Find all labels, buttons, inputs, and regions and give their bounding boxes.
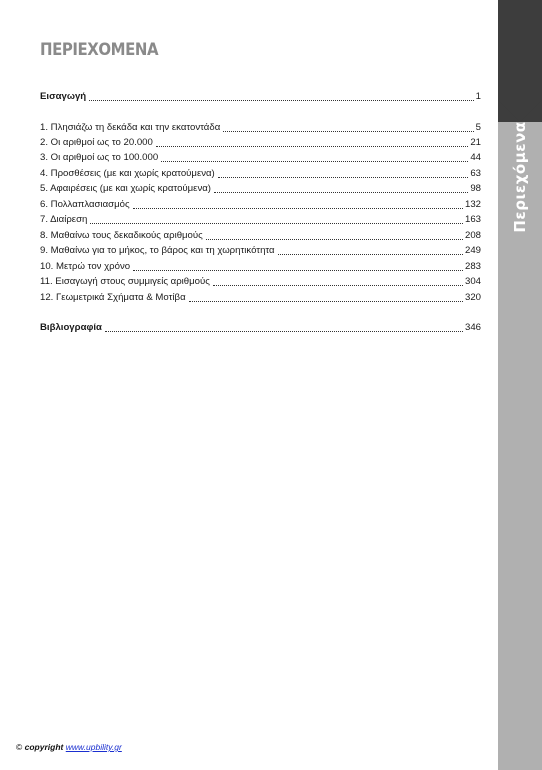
toc-entry-title: 12. Γεωμετρικά Σχήματα & Μοτίβα [40, 292, 186, 303]
toc-leader-dots [223, 131, 473, 132]
toc-entry-page: 5 [475, 122, 481, 133]
toc-entry-page: 63 [470, 168, 481, 179]
toc-entry-chapter-6[interactable] [40, 197, 481, 211]
toc-entry-title: Εισαγωγή [40, 91, 87, 102]
toc-leader-dots [206, 239, 463, 240]
toc-leader-dots [105, 331, 463, 332]
toc-entry-page: 1 [475, 91, 481, 102]
toc-entry-chapter-9[interactable] [40, 243, 481, 257]
toc-leader-dots [133, 270, 463, 271]
copyright-symbol: © [16, 742, 23, 752]
toc-entry-chapter-7[interactable] [40, 212, 481, 226]
toc-leader-dots [278, 254, 463, 255]
toc-entry-title: 10. Μετρώ τον χρόνο [40, 261, 131, 272]
toc-entry-page: 98 [470, 183, 481, 194]
toc-entry-chapter-1[interactable] [40, 120, 481, 134]
website-link[interactable]: www.upbility.gr [65, 742, 122, 752]
toc-entry-page: 346 [464, 322, 481, 333]
toc-entry-page: 249 [464, 245, 481, 256]
toc-entry-page: 304 [464, 276, 481, 287]
toc-entry-chapter-12[interactable] [40, 290, 481, 304]
toc-entry-title: 11. Εισαγωγή στους συμμιγείς αριθμούς [40, 276, 210, 287]
toc-entry-title: 5. Αφαιρέσεις (με και χωρίς κρατούμενα) [40, 183, 212, 194]
toc-entry-chapter-8[interactable] [40, 228, 481, 242]
toc-leader-dots [161, 161, 468, 162]
toc-leader-dots [90, 223, 463, 224]
copyright-label: copyright [24, 742, 64, 752]
toc-entry-title: 7. Διαίρεση [40, 214, 88, 225]
toc-entry-page: 132 [464, 199, 481, 210]
toc-entry-chapter-11[interactable] [40, 274, 481, 288]
toc-leader-dots [213, 285, 463, 286]
toc-entry-page: 163 [464, 214, 481, 225]
toc-entry-intro[interactable] [40, 89, 481, 103]
toc-entry-chapter-10[interactable] [40, 259, 481, 273]
toc-entry-title: 4. Προσθέσεις (με και χωρίς κρατούμενα) [40, 168, 215, 179]
toc-leader-dots [156, 146, 468, 147]
toc-entry-title: 3. Οι αριθμοί ως το 100.000 [40, 152, 159, 163]
copyright-footer [16, 742, 122, 752]
toc-leader-dots [89, 100, 473, 101]
toc-leader-dots [218, 177, 469, 178]
toc-leader-dots [189, 301, 463, 302]
toc-entry-chapter-5[interactable] [40, 181, 481, 195]
toc-entry-bibliography[interactable] [40, 320, 481, 334]
toc-entry-chapter-4[interactable] [40, 166, 481, 180]
toc-entry-chapter-3[interactable] [40, 150, 481, 164]
toc-entry-page: 320 [464, 292, 481, 303]
toc-leader-dots [214, 192, 468, 193]
toc-entry-title: 1. Πλησιάζω τη δεκάδα και την εκατοντάδα [40, 122, 221, 133]
toc-entry-page: 208 [464, 230, 481, 241]
side-tab-label: Περιεχόμενα [511, 121, 529, 233]
toc-entry-chapter-2[interactable] [40, 135, 481, 149]
toc-entry-page: 21 [470, 137, 481, 148]
toc-entry-title: Βιβλιογραφία [40, 322, 102, 333]
toc-leader-dots [133, 208, 463, 209]
page-title: ΠΕΡΙΕΧΟΜΕΝΑ [40, 40, 159, 60]
toc-entry-page: 283 [464, 261, 481, 272]
toc-entry-page: 44 [470, 152, 481, 163]
toc-entry-title: 8. Μαθαίνω τους δεκαδικούς αριθμούς [40, 230, 203, 241]
side-tab-notch [498, 100, 542, 122]
toc-entry-title: 6. Πολλαπλασιασμός [40, 199, 130, 210]
toc-entry-title: 9. Μαθαίνω για το μήκος, το βάρος και τη χωρητικότητα [40, 245, 275, 256]
toc-entry-title: 2. Οι αριθμοί ως το 20.000 [40, 137, 153, 148]
